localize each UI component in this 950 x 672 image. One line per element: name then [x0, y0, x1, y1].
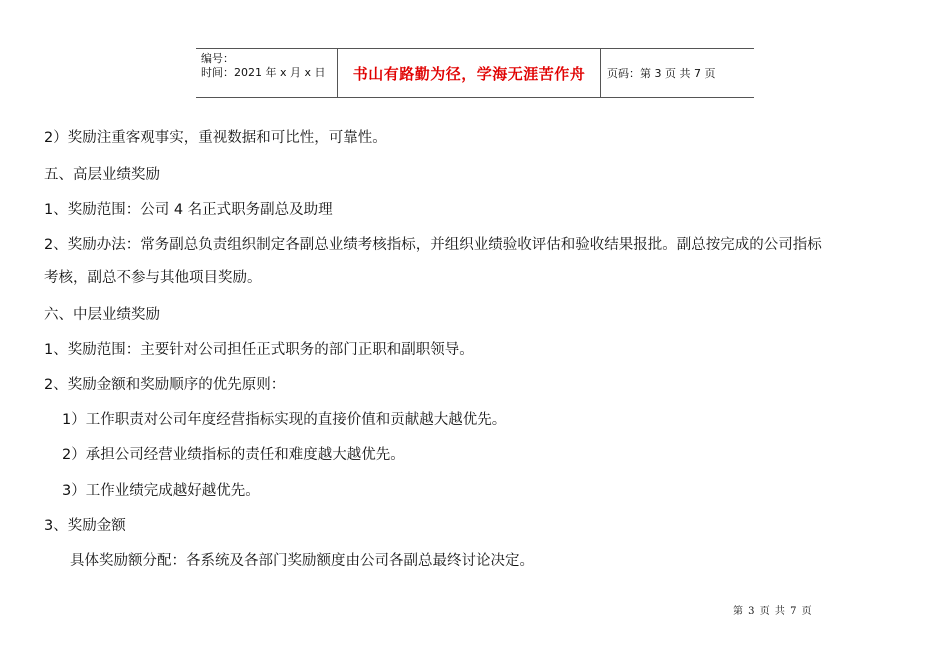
paragraph-middle-scope: 1、奖励范围：主要针对公司担任正式职务的部门正职和副职领导。 — [44, 342, 474, 358]
paragraph-reward-amount-heading: 3、奖励金额 — [44, 518, 126, 534]
document-time-label: 时间：2021 年 x 月 x 日 — [201, 66, 326, 79]
paragraph-reward-objectivity: 2）奖励注重客观事实，重视数据和可比性，可靠性。 — [44, 130, 387, 146]
paragraph-senior-method-line2: 考核，副总不参与其他项目奖励。 — [44, 270, 262, 286]
paragraph-priority-principles: 2、奖励金额和奖励顺序的优先原则： — [44, 377, 286, 393]
document-number-label: 编号： — [201, 52, 234, 65]
paragraph-reward-allocation: 具体奖励额分配：各系统及各部门奖励额度由公司各副总最终讨论决定。 — [70, 553, 534, 569]
list-item-priority-2: 2）承担公司经营业绩指标的责任和难度越大越优先。 — [62, 447, 405, 463]
footer-page-info: 第 3 页 共 7 页 — [733, 606, 813, 617]
section-heading-middle-rewards: 六、中层业绩奖励 — [44, 307, 160, 323]
list-item-priority-3: 3）工作业绩完成越好越优先。 — [62, 483, 260, 499]
document-header — [196, 48, 754, 98]
header-meta-cell — [196, 49, 338, 97]
list-item-priority-1: 1）工作职责对公司年度经营指标实现的直接价值和贡献越大越优先。 — [62, 412, 507, 428]
section-heading-senior-rewards: 五、高层业绩奖励 — [44, 167, 160, 183]
header-motto: 书山有路勤为径，学海无涯苦作舟 — [338, 49, 601, 97]
paragraph-senior-method-line1: 2、奖励办法：常务副总负责组织制定各副总业绩考核指标，并组织业绩验收评估和验收结果报批。副总按完成的公司指标 — [44, 237, 822, 253]
header-page-code: 页码：第 3 页 共 7 页 — [607, 67, 716, 80]
paragraph-senior-scope: 1、奖励范围：公司 4 名正式职务副总及助理 — [44, 202, 333, 218]
